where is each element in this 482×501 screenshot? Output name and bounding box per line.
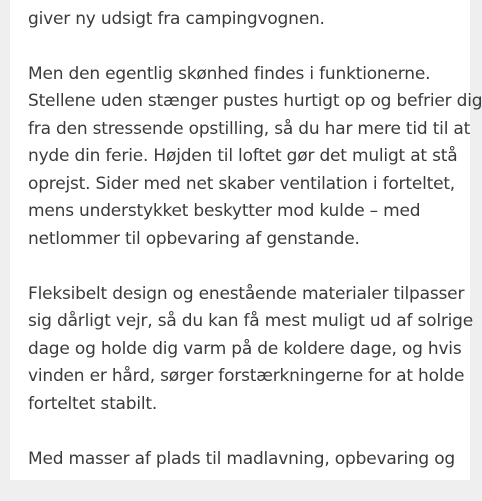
paragraph-2 bbox=[28, 61, 482, 254]
paragraph-line: vinden er hård, sørger forstærkningerne for at holde bbox=[28, 366, 465, 386]
paragraph-line: oprejst. Sider med net skaber ventilation i forteltet, bbox=[28, 173, 455, 194]
paragraph-line: mens understykket beskytter mod kulde – med bbox=[28, 201, 421, 221]
paragraph-line: Men den egentlig skønhed findes i funktionerne. bbox=[28, 63, 431, 84]
paragraph-1 bbox=[28, 0, 458, 33]
paragraph-line: nyde din ferie. Højden til loftet gør det muligt at stå bbox=[28, 146, 458, 166]
paragraph-line: fra den stressende opstilling, så du har mere tid til at bbox=[28, 118, 471, 139]
paragraph-3 bbox=[28, 281, 474, 419]
paragraph-line: netlommer til opbevaring af genstande. bbox=[28, 228, 360, 249]
paragraph-line: Fleksibelt design og enestående materialer tilpasser bbox=[28, 283, 465, 304]
article-body bbox=[28, 0, 482, 501]
paragraph-line: Med masser af plads til madlavning, opbevaring og bbox=[28, 448, 456, 469]
paragraph-line: dage og holde dig varm på de koldere dage, og hvis bbox=[28, 338, 462, 359]
paragraph-line: sig dårligt vejr, så du kan få mest muligt ud af solrige bbox=[28, 311, 474, 331]
paragraph-4 bbox=[28, 446, 458, 474]
paragraph-line: forteltet stabilt. bbox=[28, 393, 158, 414]
article-card bbox=[10, 0, 482, 480]
paragraph-line bbox=[28, 0, 458, 6]
paragraph-line: Stellene uden stænger pustes hurtigt op og befrier dig bbox=[28, 91, 482, 111]
paragraph-line: giver ny udsigt fra campingvognen. bbox=[28, 8, 325, 29]
